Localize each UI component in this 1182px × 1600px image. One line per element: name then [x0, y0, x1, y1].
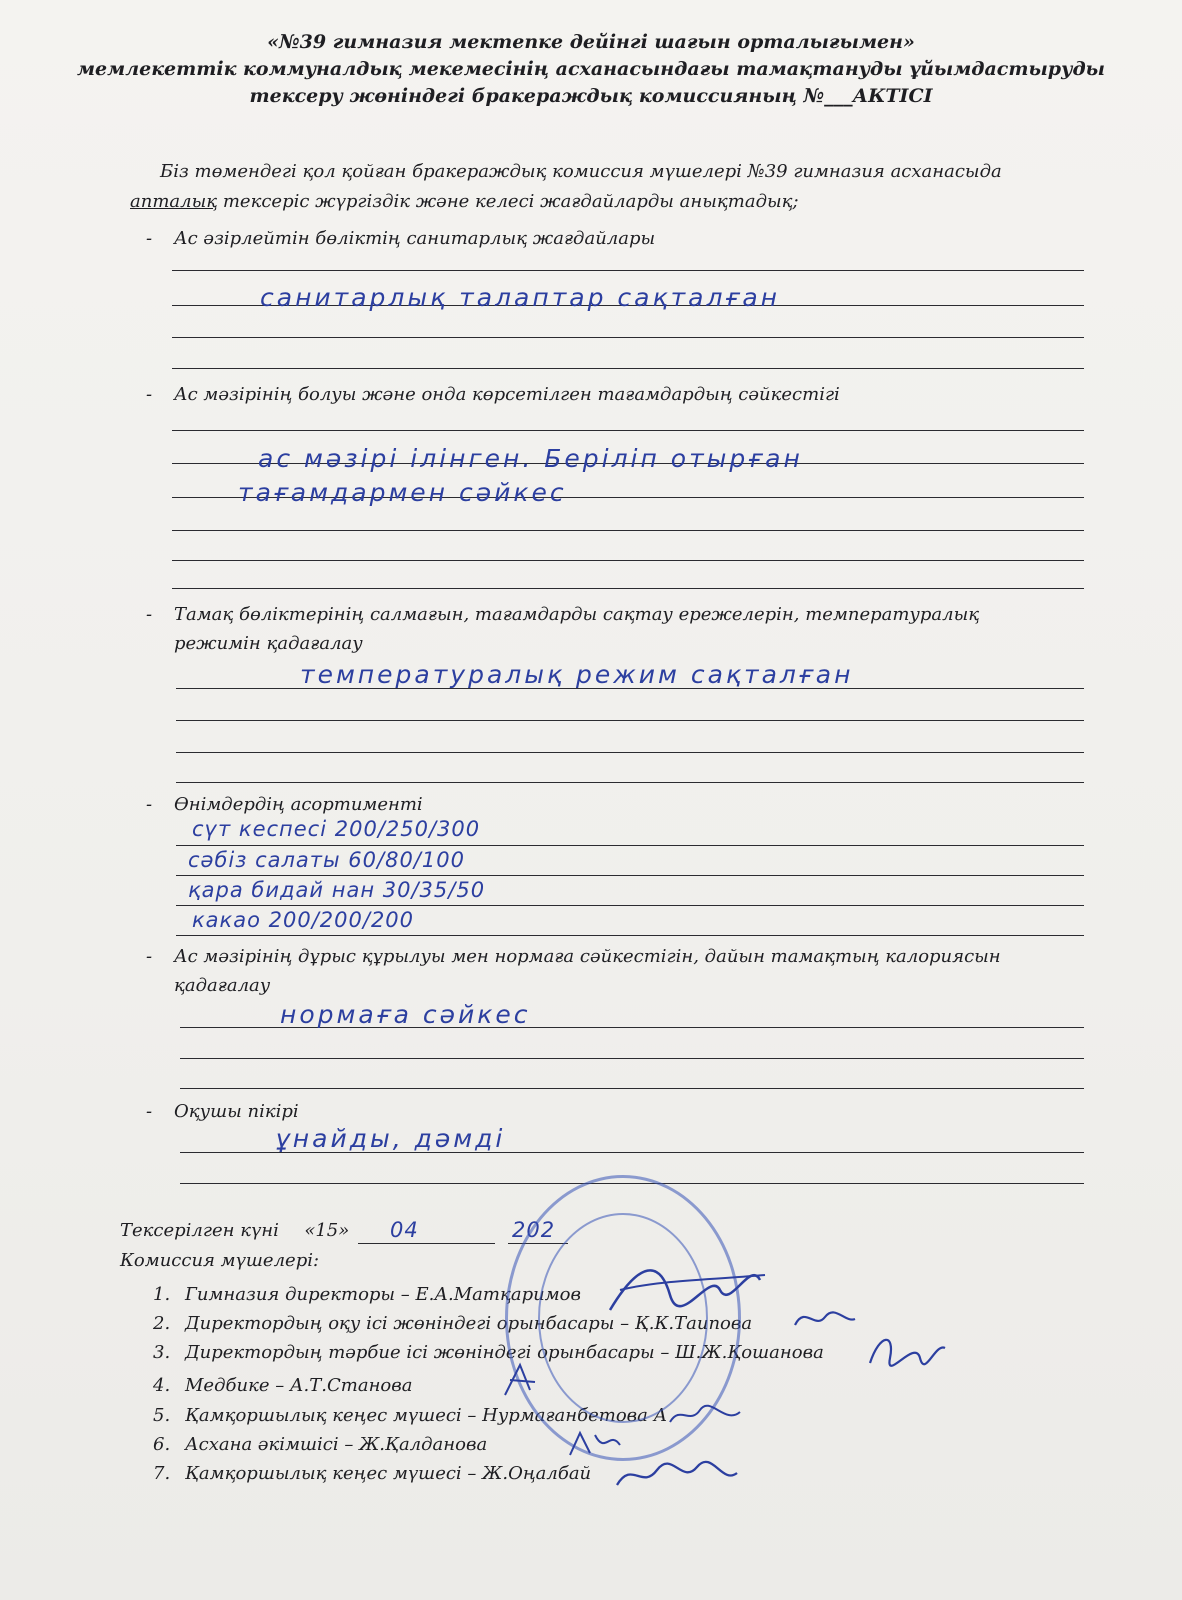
- rule: [172, 530, 1084, 531]
- signature-director-icon: [600, 1250, 770, 1330]
- checked-date-row: [120, 1218, 349, 1244]
- handwritten-assortment-4: какао 200/200/200: [192, 908, 415, 932]
- section-5-label2: қадағалау: [174, 975, 271, 996]
- section-4-heading: - Өнімдердің асортименті: [146, 794, 423, 815]
- member-1: 1. Гимназия директоры – Е.А.Матқаримов: [153, 1284, 581, 1305]
- intro-underlined-word: апталық: [130, 191, 218, 212]
- rule: [180, 1058, 1084, 1059]
- rule: [176, 935, 1084, 936]
- handwritten-section-6: ұнайды, дәмді: [275, 1124, 506, 1153]
- checked-date-year: 202: [512, 1218, 556, 1242]
- rule: [172, 337, 1084, 338]
- handwritten-section-5: нормаға сәйкес: [280, 1000, 531, 1029]
- section-4-label: Өнімдердің асортименті: [174, 794, 423, 815]
- rule: [176, 905, 1084, 906]
- commission-label: Комиссия мүшелері:: [120, 1250, 320, 1271]
- member-2: 2. Директордың оқу ісі жөніндегі орынбасары – Қ.К.Таипова: [153, 1313, 753, 1334]
- rule: [176, 752, 1084, 753]
- handwritten-section-3: температуралық режим сақталған: [300, 660, 854, 689]
- member-3: 3. Директордың тәрбие ісі жөніндегі орынбасары – Ш.Ж.Қошанова: [153, 1342, 824, 1363]
- rule: [172, 270, 1084, 271]
- intro-paragraph: [130, 157, 1060, 217]
- intro-line2: тексеріс жүргіздік және келесі жағдайларды анықтадық;: [217, 191, 799, 212]
- handwritten-section-2b: тағамдармен сәйкес: [238, 478, 567, 507]
- section-6-label: Оқушы пікірі: [174, 1101, 299, 1122]
- intro-line1: Біз төмендегі қол қойған бракераждық комиссия мүшелері №39 гимназия асханасыда: [160, 161, 1002, 182]
- rule: [180, 1088, 1084, 1089]
- member-4: 4. Медбике – А.Т.Станова: [153, 1375, 413, 1396]
- rule: [176, 782, 1084, 783]
- signature-7-icon: [612, 1455, 742, 1500]
- section-3-heading: - Тамақ бөліктерінің салмағын, тағамдарды сақтау ережелерін, температуралық режимін қадағалау: [146, 604, 980, 654]
- handwritten-section-2a: ас мәзірі ілінген. Беріліп отырған: [258, 444, 803, 473]
- section-2-heading: - Ас мәзірінің болуы және онда көрсетілген тағамдардың сәйкестігі: [146, 384, 840, 405]
- checked-date-label: Тексерілген күні: [120, 1220, 279, 1241]
- signature-2-icon: [790, 1305, 860, 1335]
- section-5-heading: - Ас мәзірінің дұрыс құрылуы мен нормаға сәйкестігін, дайын тамақтың калориясын қадағалау: [146, 946, 1001, 996]
- signature-3-icon: [860, 1328, 950, 1378]
- rule: [176, 845, 1084, 846]
- handwritten-assortment-2: сәбіз салаты 60/80/100: [188, 848, 465, 872]
- doc-title-line3: тексеру жөніндегі бракераждық комиссияның №___АКТІСІ: [249, 85, 933, 107]
- signature-5-icon: [665, 1400, 745, 1430]
- section-6-heading: - Оқушы пікірі: [146, 1101, 299, 1122]
- handwritten-assortment-3: қара бидай нан 30/35/50: [188, 878, 486, 902]
- date-month-rule: [358, 1243, 495, 1244]
- rule: [172, 588, 1084, 589]
- handwritten-assortment-1: сүт кеспесі 200/250/300: [192, 817, 481, 841]
- rule: [172, 560, 1084, 561]
- member-6: 6. Асхана әкімшісі – Ж.Қалданова: [153, 1434, 488, 1455]
- member-5: 5. Қамқоршылық кеңес мүшесі – Нурмағанбетова А: [153, 1405, 668, 1426]
- doc-title-line1: «№39 гимназия мектепке дейінгі шағын орталығымен»: [267, 31, 915, 53]
- section-3-label: Тамақ бөліктерінің салмағын, тағамдарды сақтау ережелерін, температуралық: [174, 604, 980, 625]
- checked-date-day: «15»: [304, 1220, 350, 1241]
- rule: [172, 430, 1084, 431]
- rule: [176, 720, 1084, 721]
- checked-date-month: 04: [390, 1218, 419, 1242]
- section-3-label2: режимін қадағалау: [174, 633, 363, 654]
- signature-4-icon: [500, 1360, 550, 1400]
- section-1-label: Ас әзірлейтін бөліктің санитарлық жағдайлары: [174, 228, 656, 249]
- handwritten-section-1: санитарлық талаптар сақталған: [260, 283, 780, 312]
- section-2-label: Ас мәзірінің болуы және онда көрсетілген тағамдардың сәйкестігі: [174, 384, 840, 405]
- doc-title-line2: мемлекеттік коммуналдық мекемесінің асханасындағы тамақтануды ұйымдастыруды: [76, 58, 1106, 80]
- rule: [172, 368, 1084, 369]
- section-1-heading: - Ас әзірлейтін бөліктің санитарлық жағдайлары: [146, 228, 656, 249]
- section-5-label: Ас мәзірінің дұрыс құрылуы мен нормаға сәйкестігін, дайын тамақтың калориясын: [174, 946, 1001, 967]
- rule: [176, 875, 1084, 876]
- member-7: 7. Қамқоршылық кеңес мүшесі – Ж.Оңалбай: [153, 1463, 592, 1484]
